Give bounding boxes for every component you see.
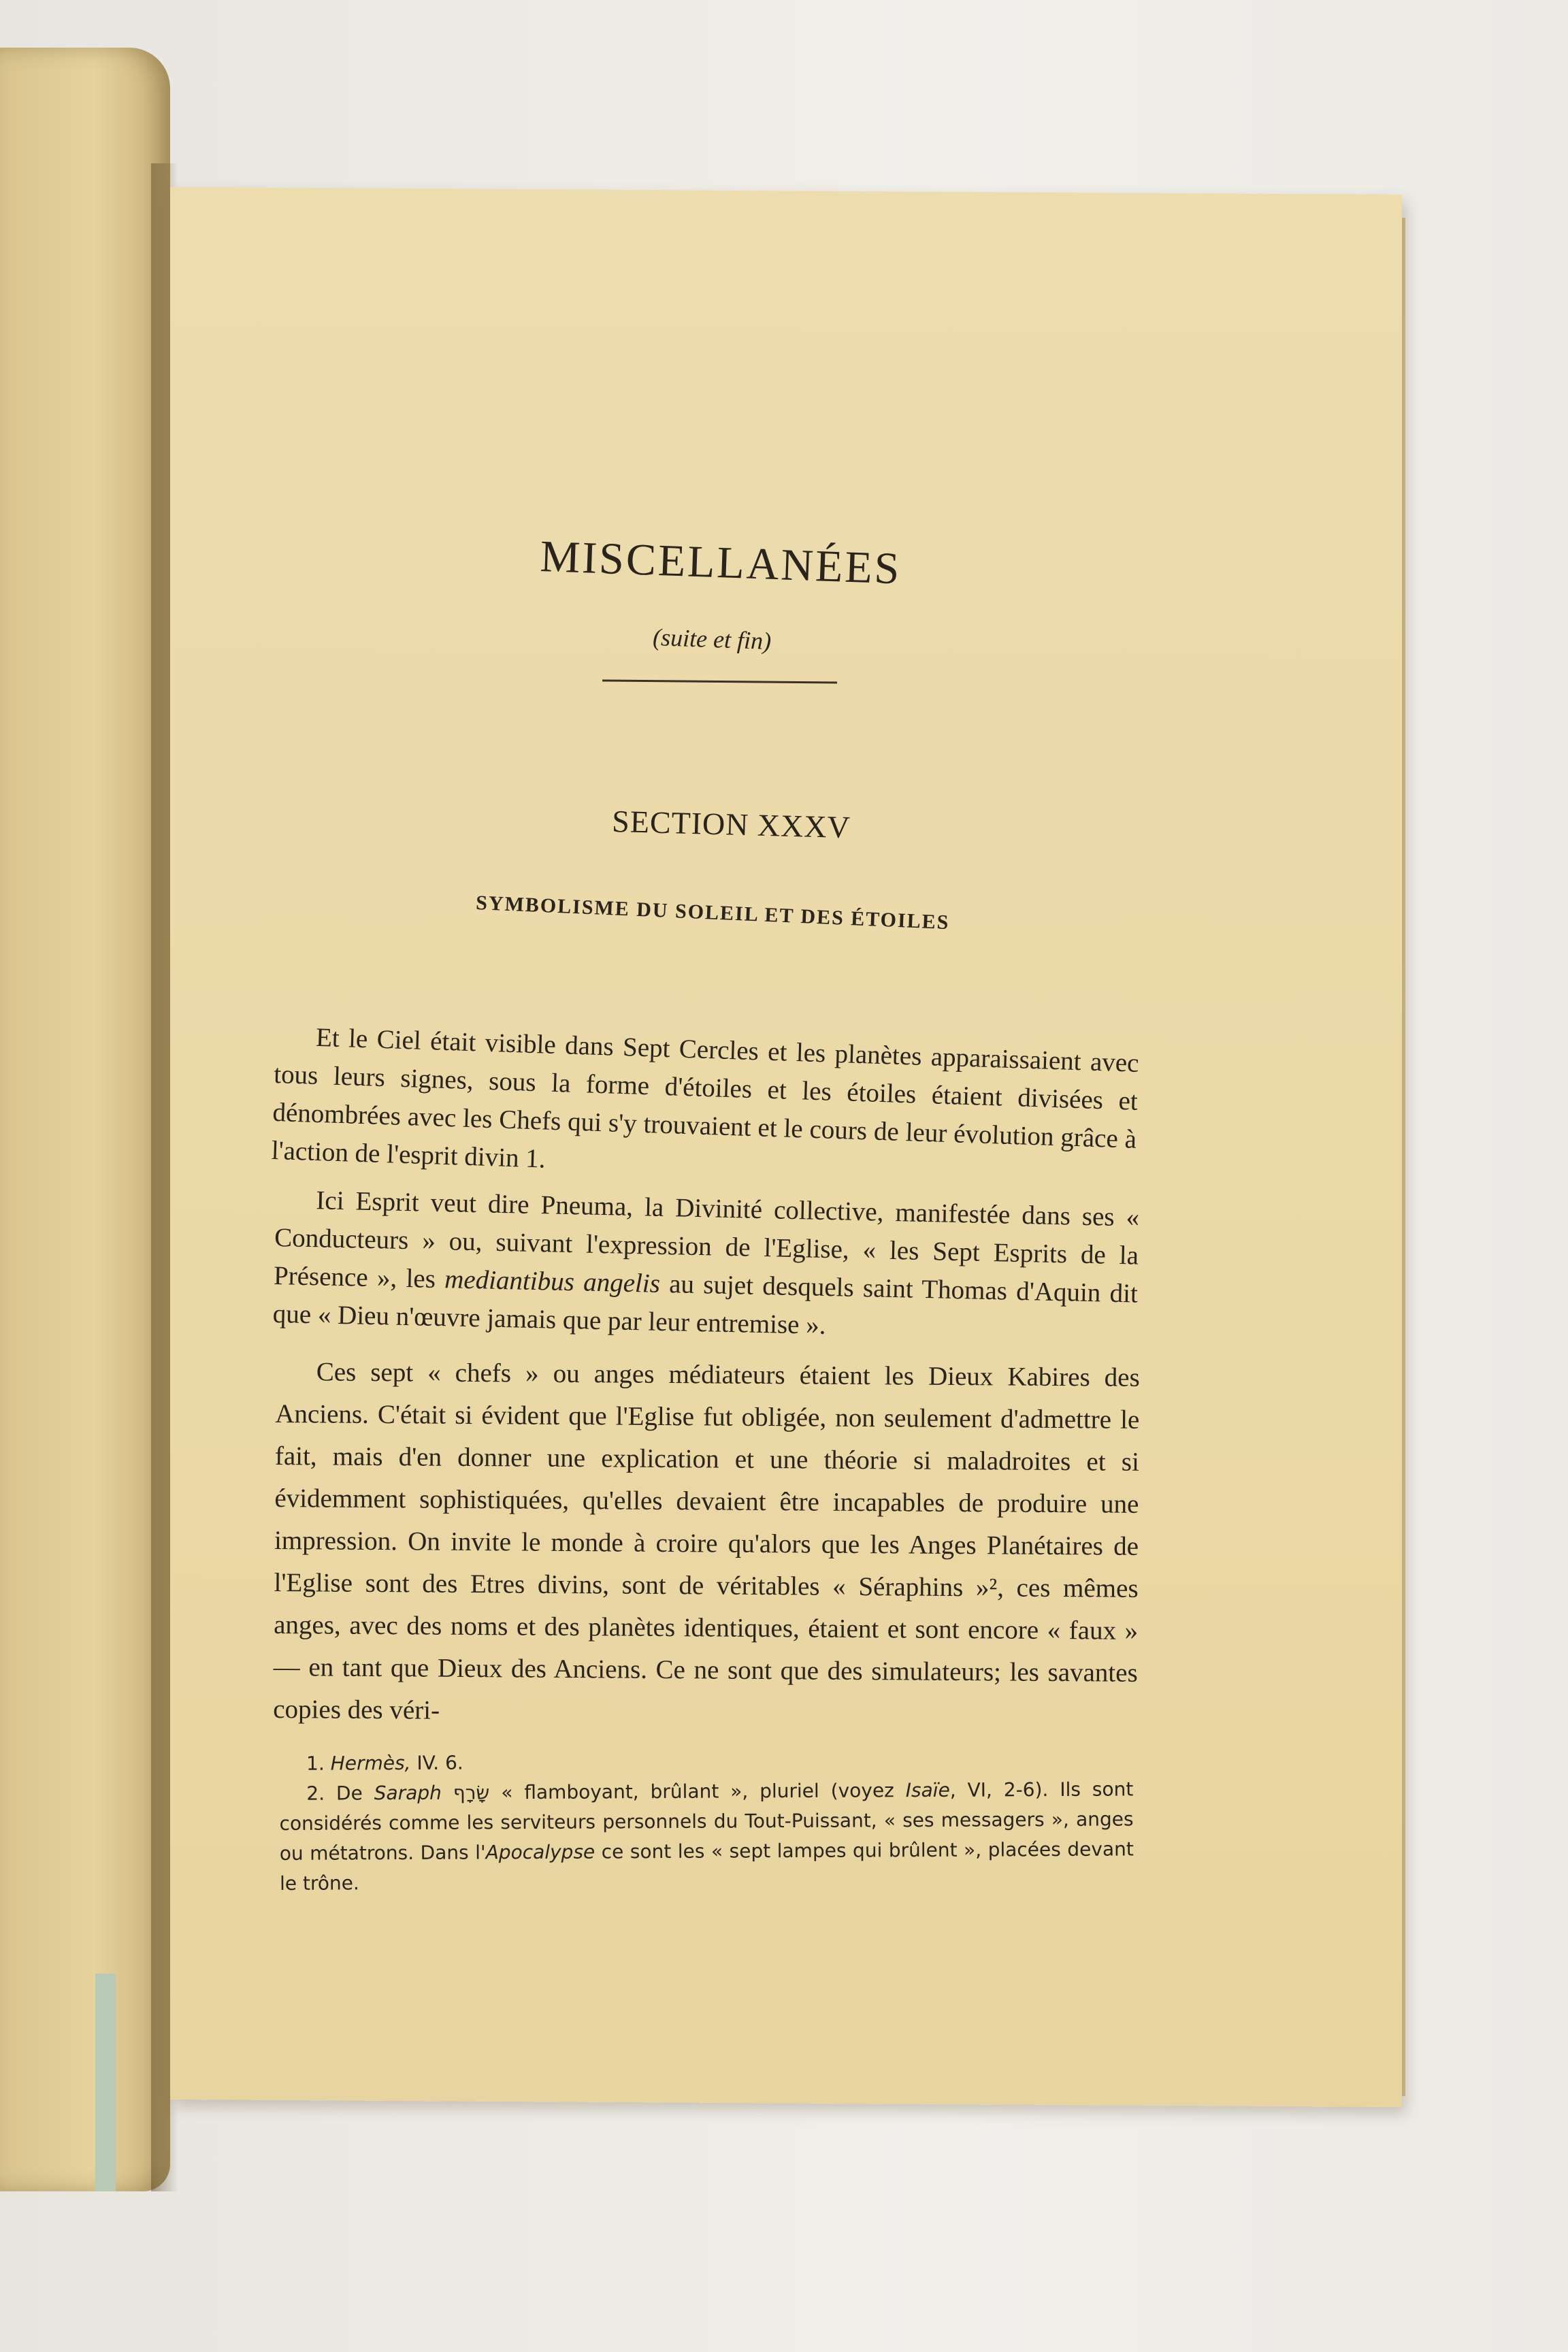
footnote-2-book: Isaïe xyxy=(905,1778,950,1802)
footnote-1 xyxy=(279,1744,1133,1779)
footnote-2-apocalypse: Apocalypse xyxy=(485,1840,595,1864)
footnote-2 xyxy=(279,1774,1134,1899)
footnote-1-ref: IV. 6. xyxy=(410,1751,463,1774)
paragraph-3-text: Ces sept « chefs » ou anges médiateurs étaient les Dieux Kabires des Anciens. C'était si évident que l'Eglise fut obligée, non seulement d'admettre le fait, mais d'en donner une explication et une théorie si maladroites et si évidemment sophistiquées, qu'elles devaient être incapables de produire une impression. On invite le monde à croire qu'alors que les Anges Planétaires de l'Eglise sont des Etres divins, sont de véritables « Séraphins »², ces mêmes anges, avec des noms et des planètes identiques, étaient et sont encore « faux » — en tant que Dieux des Anciens. Ce ne sont que des simulateurs; les savantes copies des véri- xyxy=(273,1357,1140,1725)
paragraph-1 xyxy=(271,1017,1139,1197)
paragraph-1-text: Et le Ciel était visible dans Sept Cercles et les planètes apparaissaient avec tous leurs signes, sous la forme d'étoiles et les étoiles étaient divisées et dénombrées avec les Chefs qui s'y trouvaient et le cours de leur évolution grâce à l'action de l'esprit divin 1. xyxy=(271,1022,1140,1174)
paragraph-2 xyxy=(272,1181,1139,1352)
footnote-2-term: Saraph xyxy=(374,1781,442,1805)
latin-term: mediantibus angelis xyxy=(444,1264,661,1298)
footnote-2-text-a: « flamboyant, brûlant », pluriel (voyez xyxy=(501,1779,906,1804)
left-page xyxy=(0,48,170,2191)
chapter-subtitle: (suite et fin) xyxy=(652,623,772,655)
paragraph-3 xyxy=(273,1351,1140,1737)
footnote-1-number: 1. xyxy=(306,1752,331,1775)
paragraph-2-text xyxy=(272,1181,1139,1352)
subsection-heading: SYMBOLISME DU SOLEIL ET DES ÉTOILES xyxy=(475,892,951,934)
paragraph-2-end: au sujet desquels saint Thomas d'Aquin dit que « Dieu n'œuvre jamais que par leur entremise ». xyxy=(272,1269,1139,1340)
paragraph-2-start: Ici Esprit veut dire Pneuma, la Divinité collective, manifestée dans ses « Conducteurs » ou, suivant l'expression de l'Eglise, « les Sept Esprits de la Présence », les xyxy=(273,1186,1140,1294)
footnote-2-text-c: ce sont les « sept lampes qui brûlent », placées devant le trône. xyxy=(279,1838,1134,1895)
footnote-2-hebrew: שָׂרָף xyxy=(441,1781,502,1804)
footnote-1-source: Hermès, xyxy=(330,1751,411,1775)
chapter-title: MISCELLANÉES xyxy=(539,531,902,594)
section-heading: SECTION XXXV xyxy=(611,803,851,845)
book-cover-edge xyxy=(95,1974,116,2191)
footnotes xyxy=(279,1744,1134,1899)
footnote-2-text-b: , VI, 2-6). Ils sont considérés comme les serviteurs personnels du Tout-Puissant, « ses messagers », anges ou métatrons. Dans l' xyxy=(279,1778,1134,1865)
footnote-2-number: 2. De xyxy=(306,1782,374,1805)
